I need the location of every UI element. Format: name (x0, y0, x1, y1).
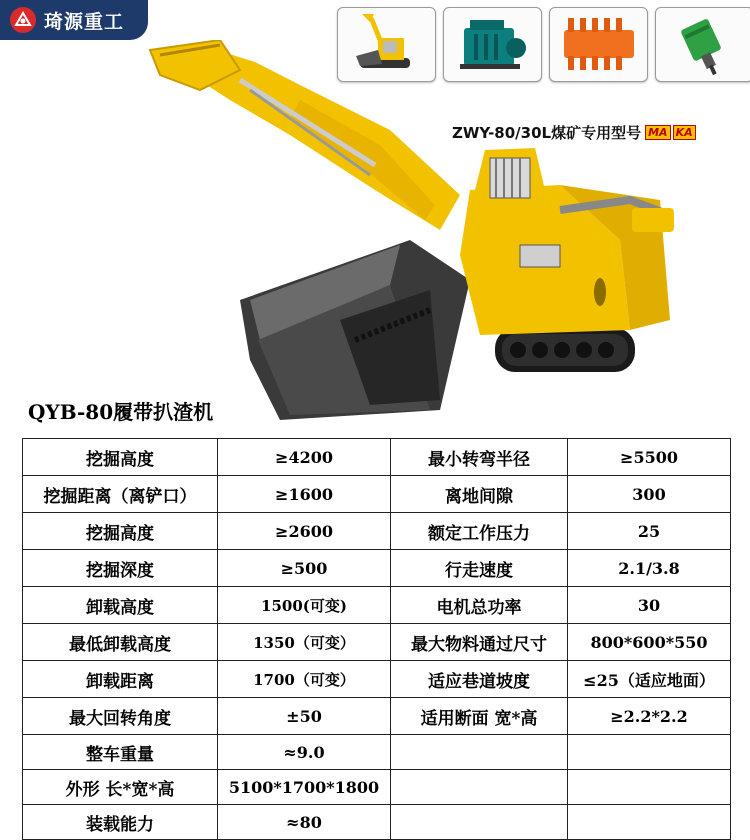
spec-value (568, 735, 731, 770)
brand-logo-icon (10, 7, 36, 33)
spec-label: 卸载距离 (23, 661, 218, 698)
spec-value: 300 (568, 476, 731, 513)
spec-value: 1700（可变） (218, 661, 391, 698)
table-row (23, 698, 731, 735)
crawler-loader-illustration (140, 40, 700, 425)
spec-label: 挖掘高度 (23, 513, 218, 550)
table-row (23, 735, 731, 770)
spec-label: 卸载高度 (23, 587, 218, 624)
product-title: QYB-80履带扒渣机 (28, 400, 214, 424)
spec-label: 挖掘深度 (23, 550, 218, 587)
spec-value (568, 770, 731, 805)
spec-value: ±50 (218, 698, 391, 735)
table-row (23, 587, 731, 624)
table-row (23, 661, 731, 698)
spec-label (391, 735, 568, 770)
spec-value: ≈9.0 (218, 735, 391, 770)
spec-value: ≥500 (218, 550, 391, 587)
spec-value: ≥1600 (218, 476, 391, 513)
spec-label: 整车重量 (23, 735, 218, 770)
spec-value: 5100*1700*1800 (218, 770, 391, 805)
spec-value: ≤25（适应地面） (568, 661, 731, 698)
spec-label: 离地间隙 (391, 476, 568, 513)
spec-value: ≥2600 (218, 513, 391, 550)
spec-label: 行走速度 (391, 550, 568, 587)
spec-label: 挖掘距离（离铲口） (23, 476, 218, 513)
spec-value: 1500(可变) (218, 587, 391, 624)
table-row (23, 476, 731, 513)
spec-value: 30 (568, 587, 731, 624)
brand-name: 琦源重工 (44, 10, 125, 33)
spec-label: 最大回转角度 (23, 698, 218, 735)
spec-label: 最大物料通过尺寸 (391, 624, 568, 661)
model-line-text: ZWY-80/30L煤矿专用型号 (452, 124, 642, 142)
spec-label: 电机总功率 (391, 587, 568, 624)
spec-label: 外形 长*宽*高 (23, 770, 218, 805)
spec-value: ≥4200 (218, 439, 391, 476)
spec-value: 2.1/3.8 (568, 550, 731, 587)
table-row (23, 550, 731, 587)
spec-value: 25 (568, 513, 731, 550)
table-row (23, 805, 731, 840)
spec-value: ≥2.2*2.2 (568, 698, 731, 735)
brand-tag (0, 0, 148, 40)
table-row (23, 513, 731, 550)
ka-badge: KA (673, 125, 696, 140)
spec-value: 800*600*550 (568, 624, 731, 661)
spec-label: 装载能力 (23, 805, 218, 840)
spec-label: 最小转弯半径 (391, 439, 568, 476)
spec-table (22, 438, 731, 840)
table-row (23, 770, 731, 805)
spec-label (391, 770, 568, 805)
spec-value (568, 805, 731, 840)
table-row (23, 439, 731, 476)
spec-value: 1350（可变） (218, 624, 391, 661)
spec-value: ≥5500 (568, 439, 731, 476)
spec-label: 挖掘高度 (23, 439, 218, 476)
spec-label: 最低卸载高度 (23, 624, 218, 661)
spec-label: 适用断面 宽*高 (391, 698, 568, 735)
spec-label (391, 805, 568, 840)
model-line (452, 122, 696, 143)
spec-label: 额定工作压力 (391, 513, 568, 550)
spec-value: ≈80 (218, 805, 391, 840)
spec-label: 适应巷道坡度 (391, 661, 568, 698)
ma-badge: MA (645, 125, 670, 140)
table-row (23, 624, 731, 661)
